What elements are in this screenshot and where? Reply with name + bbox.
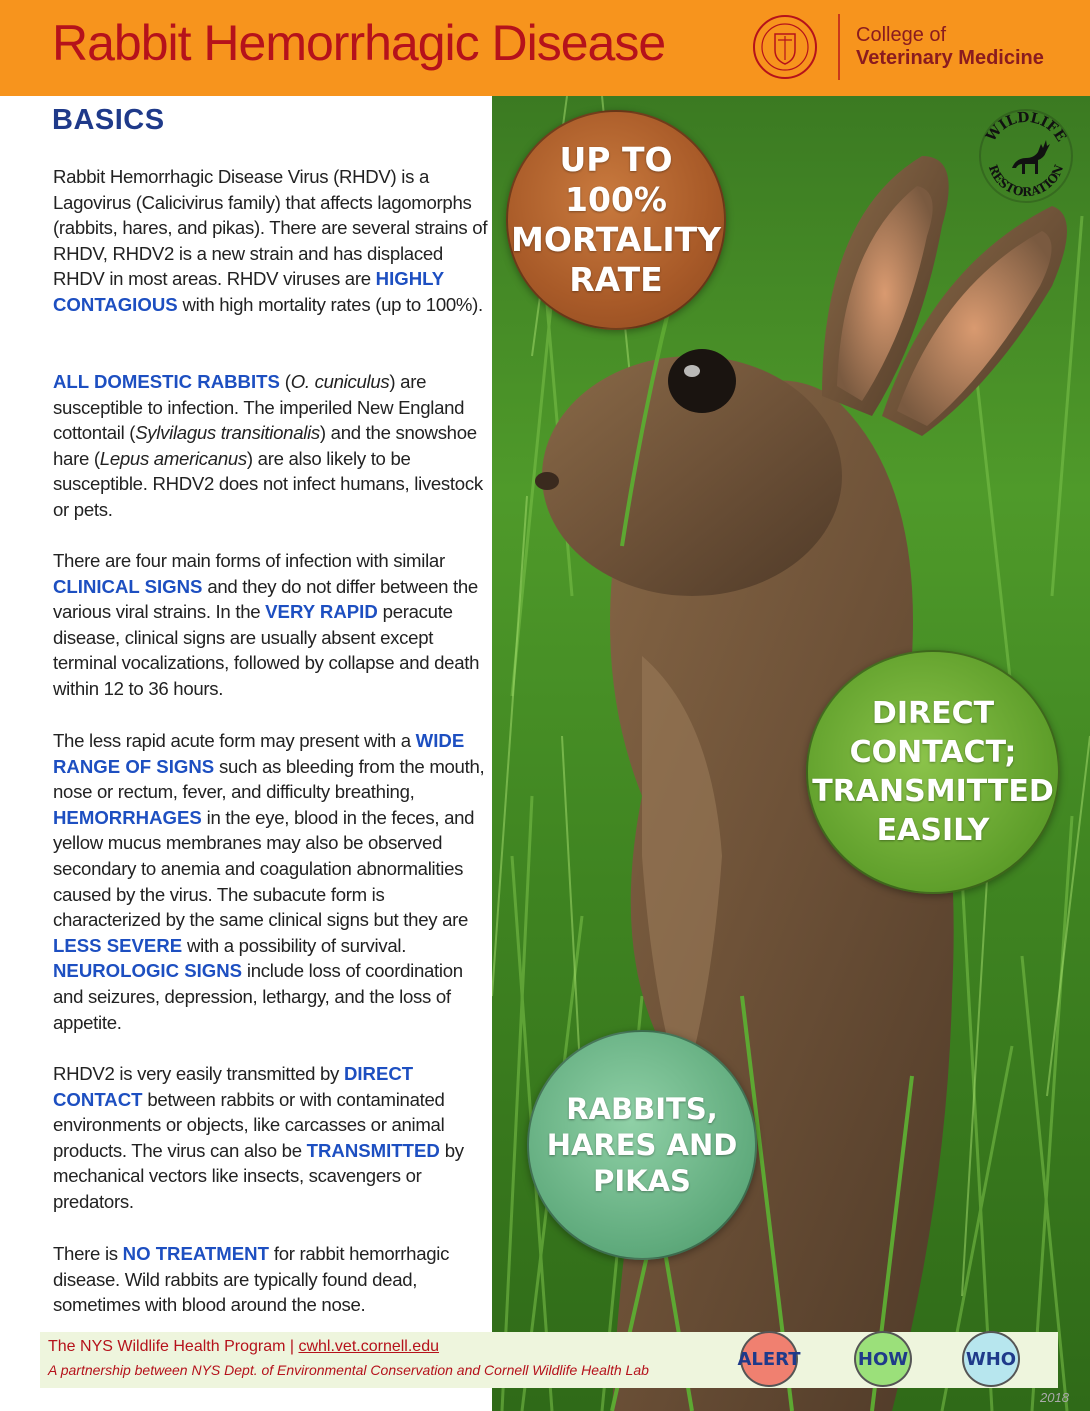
p4-highlight-hemorrhages: HEMORRHAGES: [53, 806, 202, 828]
college-name: [856, 24, 1044, 70]
paragraph-2: [53, 369, 489, 523]
p6-text-b: for rabbit hemorrhagic disease. Wild rabbits are typically found dead, sometimes with blood around the nose.: [53, 1243, 450, 1316]
p3-highlight-rapid: VERY RAPID: [265, 601, 378, 623]
callout-rabbits-line3: PIKAS: [593, 1164, 691, 1198]
p5-highlight-transmitted: TRANSMITTED: [306, 1139, 440, 1161]
p6-highlight-treatment: NO TREATMENT: [122, 1243, 269, 1264]
p3-text-b: and they do not differ between the various viral strains. In the: [53, 575, 478, 623]
p3-highlight-clinical: CLINICAL SIGNS: [53, 575, 203, 597]
paragraph-1: [53, 164, 489, 318]
p4-highlight-less-severe: LESS SEVERE: [53, 934, 183, 956]
callout-rabbits-hares-pikas: [527, 1030, 757, 1260]
nav-how-button[interactable]: HOW: [854, 1331, 912, 1387]
p4-highlight-neurologic: NEUROLOGIC SIGNS: [53, 960, 243, 982]
p1-highlight-contagious: HIGHLY CONTAGIOUS: [53, 268, 444, 315]
callout-mortality-line2: 100%: [565, 180, 667, 219]
p2-highlight-domestic: ALL DOMESTIC RABBITS: [53, 371, 280, 392]
p4-text-a: The less rapid acute form may present with a: [53, 730, 416, 751]
p5-text-a: RHDV2 is very easily transmitted by: [53, 1063, 344, 1084]
p2-species-1: O. cuniculus: [290, 371, 390, 392]
callout-mortality: [506, 110, 726, 330]
p5-text-b: between rabbits or with contaminated environments or objects, like carcasses or animal products. The virus can also be: [53, 1088, 445, 1161]
p2-species-2: Sylvilagus transitionalis: [135, 422, 320, 444]
p3-text-c: peracute disease, clinical signs are usually absent except terminal vocalizations, followed by collapse and death within 12 to 36 hours.: [53, 601, 480, 699]
footer-program-name: The NYS Wildlife Health Program: [48, 1338, 286, 1355]
p3-text-a: There are four main forms of infection with similar: [53, 550, 445, 571]
callout-direct-contact: [806, 650, 1060, 894]
p2-species-3: Lepus americanus: [99, 447, 247, 469]
callout-mortality-line1: UP TO: [559, 140, 673, 179]
cornell-seal-icon: [752, 14, 818, 80]
callout-rabbits-line1: RABBITS,: [566, 1092, 718, 1126]
page-title: Rabbit Hemorrhagic Disease: [52, 15, 666, 71]
section-heading: BASICS: [52, 104, 165, 136]
footer-website-link[interactable]: cwhl.vet.cornell.edu: [298, 1338, 439, 1355]
callout-direct-line2: CONTACT;: [849, 735, 1017, 770]
callout-direct-line3: TRANSMITTED: [812, 774, 1054, 809]
callout-direct-line4: EASILY: [876, 813, 990, 848]
p5-highlight-direct: DIRECT CONTACT: [53, 1063, 414, 1110]
footer-separator: |: [285, 1338, 299, 1355]
p4-text-e: include loss of coordination and seizures, depression, lethargy, and the loss of appetite.: [53, 960, 463, 1033]
badge-top-text: WILDLIFE: [983, 109, 1069, 145]
p1-text-b: with high mortality rates (up to 100%).: [177, 293, 483, 315]
paragraph-5: [53, 1061, 489, 1215]
p2-text-a: (: [279, 371, 291, 392]
nav-alert-button[interactable]: ALERT: [740, 1331, 798, 1387]
header-divider: [838, 14, 840, 80]
p4-text-d: with a possibility of survival.: [182, 934, 407, 956]
p2-text-c: ) and the snowshoe hare (: [53, 422, 477, 469]
p5-text-c: by mechanical vectors like insects, scavengers or predators.: [53, 1139, 464, 1212]
wildlife-restoration-logo-icon: [976, 106, 1076, 206]
badge-bottom-text: RESTORATION: [985, 162, 1067, 200]
p1-text-a: Rabbit Hemorrhagic Disease Virus (RHDV) is a Lagovirus (Calicivirus family) that affects lagomorphs (rabbits, hares, and pikas). There are several strains of RHDV, RHDV2 is a new strain and has displaced RHDV in most areas. RHDV viruses are: [53, 166, 488, 290]
footer-partnership: A partnership between NYS Dept. of Environmental Conservation and Cornell Wildlife Health Lab: [48, 1362, 649, 1378]
p4-highlight-range: WIDE RANGE OF SIGNS: [53, 730, 465, 777]
svg-text:WILDLIFE: [983, 110, 1069, 146]
callout-mortality-line3: MORTALITY: [510, 220, 722, 259]
nav-who-button[interactable]: WHO: [962, 1331, 1020, 1387]
paragraph-6: [53, 1241, 489, 1318]
college-line2: Veterinary Medicine: [856, 47, 1044, 69]
p4-text-b: such as bleeding from the mouth, nose or rectum, fever, and difficulty breathing,: [53, 755, 485, 803]
callout-direct-line1: DIRECT: [871, 696, 995, 731]
callout-mortality-line4: RATE: [569, 260, 663, 299]
college-line1: College of: [856, 24, 947, 46]
p2-text-b: ) are susceptible to infection. The imperiled New England cottontail (: [53, 371, 465, 444]
paragraph-4: [53, 728, 489, 1035]
p4-text-c: in the eye, blood in the feces, and yellow mucus membranes may also be observed secondary to anemia and coagulation abnormalities caused by the virus. The subacute form is characterized by the same clinical signs but they are: [53, 806, 475, 931]
callout-rabbits-line2: HARES AND: [546, 1128, 738, 1162]
paragraph-3: [53, 548, 489, 702]
publication-year: 2018: [1040, 1390, 1069, 1405]
p6-text-a: There is: [53, 1243, 123, 1264]
footer-program-line: [48, 1338, 439, 1356]
p2-text-d: ) are also likely to be susceptible. RHDV2 does not infect humans, livestock or pets.: [53, 447, 483, 520]
